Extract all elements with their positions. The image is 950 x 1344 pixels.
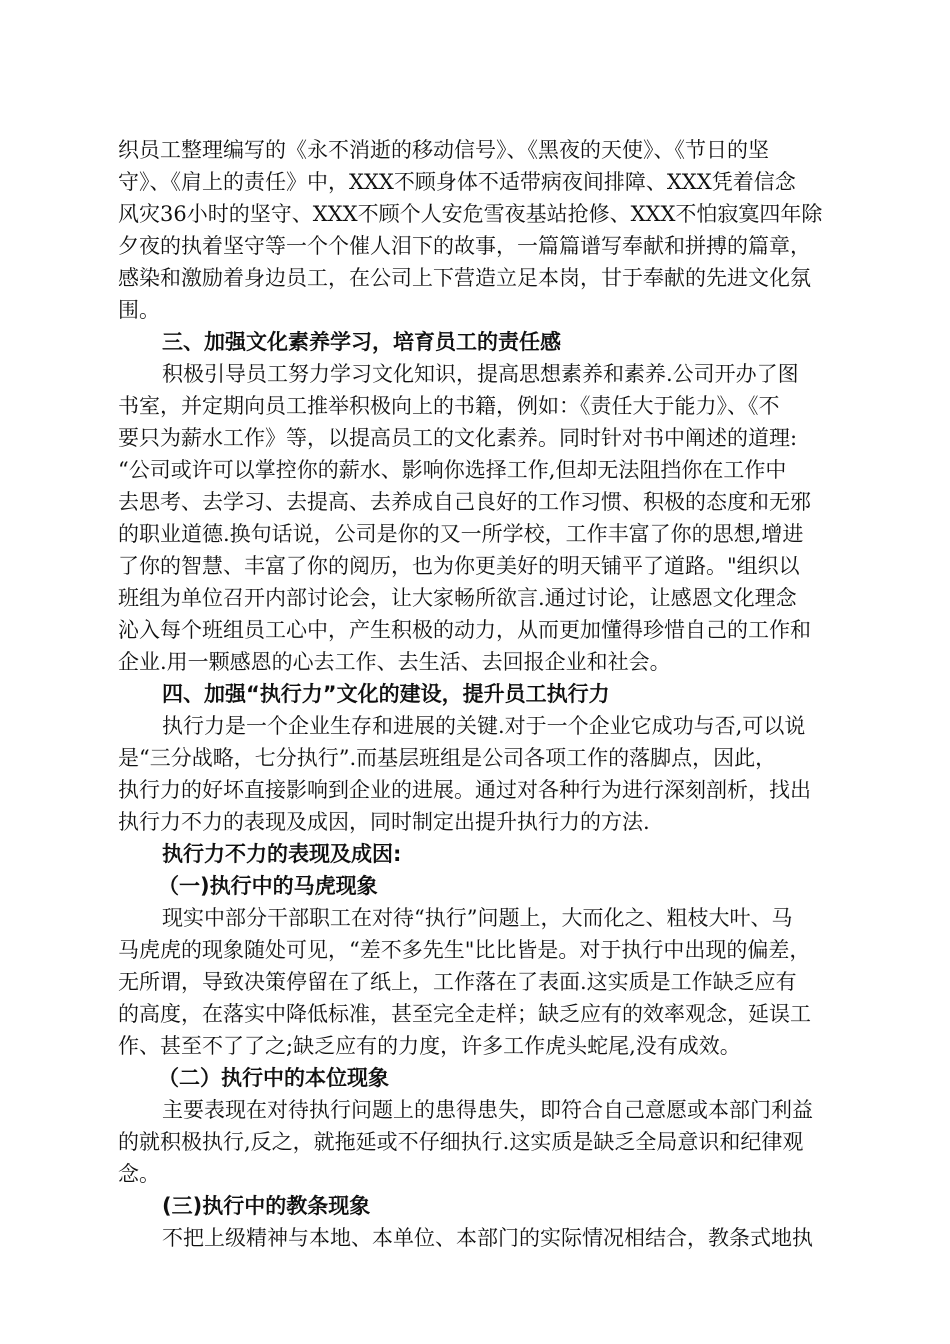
text-line: “公司或许可以掌控你的薪水、影响你选择工作,但却无法阻挡你在工作中 xyxy=(118,458,787,482)
text-line: 执行力的好坏直接影响到企业的进展。通过对各种行为进行深刻剖析，找出 xyxy=(118,778,811,802)
text-line: 主要表现在对待执行问题上的患得患失，即符合自己意愿或本部门利益 xyxy=(162,1098,813,1122)
text-line: 风灾36小时的坚守、XXX不顾个人安危雪夜基站抢修、XXX不怕寂寞四年除 xyxy=(118,202,823,226)
subheading: （二）执行中的本位现象 xyxy=(158,1066,389,1090)
text-line: 作、甚至不了了之;缺乏应有的力度，许多工作虎头蛇尾,没有成效。 xyxy=(118,1034,741,1058)
text-line: 了你的智慧、丰富了你的阅历，也为你更美好的明天铺平了道路。"组织以 xyxy=(118,554,800,578)
text-line: 执行力不力的表现及成因，同时制定出提升执行力的方法. xyxy=(118,810,650,834)
text-line: 围。 xyxy=(118,298,160,322)
text-line: 沁入每个班组员工心中，产生积极的动力，从而更加懂得珍惜自己的工作和 xyxy=(118,618,811,642)
text-line: 积极引导员工努力学习文化知识，提高思想素养和素养.公司开办了图 xyxy=(162,362,799,386)
text-line: 去思考、去学习、去提高、去养成自己良好的工作习惯、积极的态度和无邪 xyxy=(118,490,811,514)
text-line: 是“三分战略，七分执行”.而基层班组是公司各项工作的落脚点，因此， xyxy=(118,746,777,770)
text-line: 织员工整理编写的《永不消逝的移动信号》、《黑夜的天使》、《节日的坚 xyxy=(118,138,769,162)
section-heading: 三、加强文化素养学习，培育员工的责任感 xyxy=(162,330,561,354)
text-line: 企业.用一颗感恩的心去工作、去生活、去回报企业和社会。 xyxy=(118,650,671,674)
subheading: 执行力不力的表现及成因: xyxy=(162,842,402,866)
text-line: 马虎虎的现象随处可见，“差不多先生"比比皆是。对于执行中出现的偏差， xyxy=(118,938,811,962)
text-line: 夕夜的执着坚守等一个个催人泪下的故事，一篇篇谱写奉献和拼搏的篇章， xyxy=(118,234,811,258)
text-line: 现实中部分干部职工在对待“执行”问题上，大而化之、粗枝大叶、马 xyxy=(162,906,793,930)
text-line: 念。 xyxy=(118,1162,160,1186)
text-line: 执行力是一个企业生存和进展的关键.对于一个企业它成功与否,可以说 xyxy=(162,714,806,738)
text-line: 的职业道德.换句话说，公司是你的又一所学校，工作丰富了你的思想,增进 xyxy=(118,522,804,546)
text-line: 感染和激励着身边员工，在公司上下营造立足本岗，甘于奉献的先进文化氛 xyxy=(118,266,811,290)
text-line: 的就积极执行,反之，就拖延或不仔细执行.这实质是缺乏全局意识和纪律观 xyxy=(118,1130,804,1154)
text-line: 要只为薪水工作》等，以提高员工的文化素养。同时针对书中阐述的道理: xyxy=(118,426,798,450)
text-line: 的高度，在落实中降低标准，甚至完全走样；缺乏应有的效率观念，延误工 xyxy=(118,1002,811,1026)
section-heading: 四、加强“执行力”文化的建设，提升员工执行力 xyxy=(162,682,610,706)
text-line: 书室，并定期向员工推举积极向上的书籍，例如：《责任大于能力》、《不 xyxy=(118,394,780,418)
subheading: (三)执行中的教条现象 xyxy=(162,1194,371,1218)
text-line: 守》、《肩上的责任》中，XXX不顾身体不适带病夜间排障、XXX凭着信念 xyxy=(118,170,796,194)
text-line: 班组为单位召开内部讨论会，让大家畅所欲言.通过讨论，让感恩文化理念 xyxy=(118,586,797,610)
text-line: 不把上级精神与本地、本单位、本部门的实际情况相结合，教条式地执 xyxy=(162,1226,813,1250)
subheading: （一)执行中的马虎现象 xyxy=(158,874,378,898)
text-line: 无所谓，导致决策停留在了纸上，工作落在了表面.这实质是工作缺乏应有 xyxy=(118,970,797,994)
